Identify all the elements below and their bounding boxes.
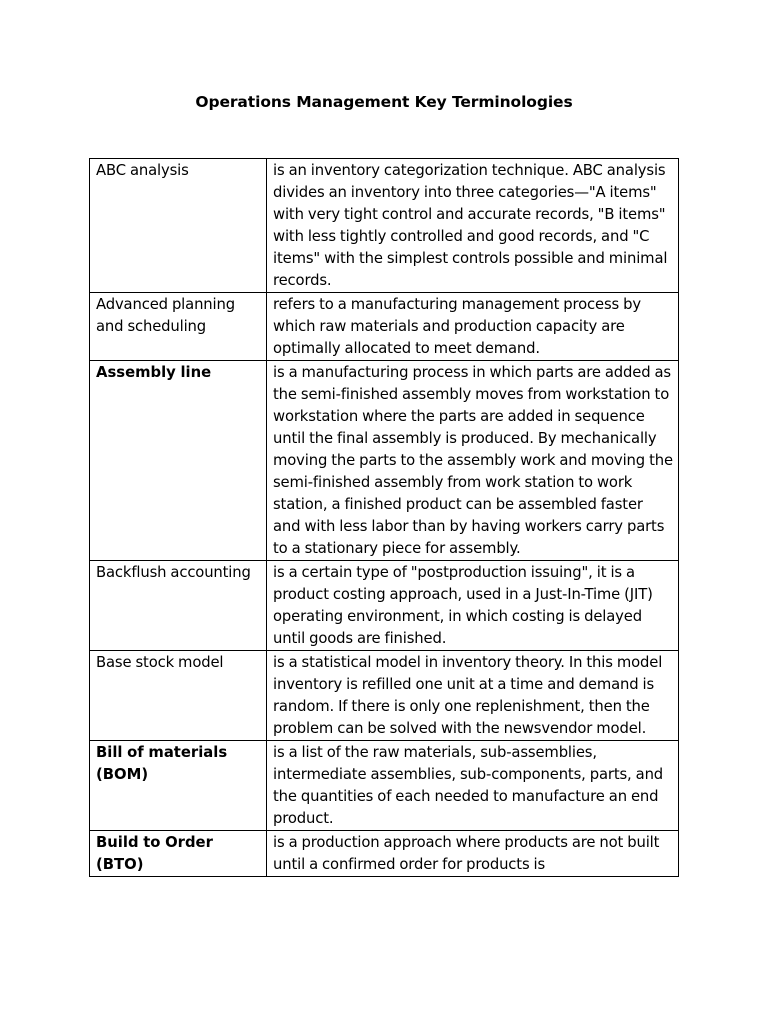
definition-advanced-planning: refers to a manufacturing management process by which raw materials and production capacity are optimally allocated to meet demand. [273, 296, 641, 357]
definition-cell [267, 741, 679, 831]
term-cell [90, 293, 267, 361]
terminology-table [89, 158, 679, 877]
term-abc-analysis: ABC analysis [96, 162, 189, 179]
definition-abc-analysis: is an inventory categorization technique. ABC analysis divides an inventory into three categories—"A items" with very tight control and accurate records, "B items" with less tightly controlled and good records, and "C items" with the simplest controls possible and minimal records. [273, 162, 668, 289]
table-row [90, 741, 679, 831]
term-base-stock-model: Base stock model [96, 654, 224, 671]
definition-base-stock-model: is a statistical model in inventory theory. In this model inventory is refilled one unit at a time and demand is random. If there is only one replenishment, then the problem can be solved with the newsvendor model. [273, 654, 663, 737]
table-row [90, 561, 679, 651]
definition-cell [267, 159, 679, 293]
term-backflush-accounting: Backflush accounting [96, 564, 251, 581]
page-title: Operations Management Key Terminologies [195, 93, 573, 111]
table-row [90, 831, 679, 877]
term-cell [90, 741, 267, 831]
table-row [90, 651, 679, 741]
term-advanced-planning: Advanced planning and scheduling [96, 296, 235, 335]
term-build-to-order: Build to Order (BTO) [96, 834, 213, 873]
table-row [90, 293, 679, 361]
definition-cell [267, 361, 679, 561]
table-row [90, 361, 679, 561]
definition-assembly-line: is a manufacturing process in which parts are added as the semi-finished assembly moves from workstation to workstation where the parts are added in sequence until the final assembly is produced. By mechanically moving the parts to the assembly work and moving the semi-finished assembly from work station to work station, a finished product can be assembled faster and with less labor than by having workers carry parts to a stationary piece for assembly. [273, 364, 673, 557]
table-row [90, 159, 679, 293]
term-bill-of-materials: Bill of materials (BOM) [96, 744, 228, 783]
definition-cell [267, 651, 679, 741]
term-cell [90, 159, 267, 293]
definition-backflush-accounting: is a certain type of "postproduction issuing", it is a product costing approach, used in a Just-In-Time (JIT) operating environment, in which costing is delayed until goods are finished. [273, 564, 653, 647]
definition-cell [267, 293, 679, 361]
term-cell [90, 831, 267, 877]
definition-cell [267, 831, 679, 877]
definition-build-to-order: is a production approach where products are not built until a confirmed order for products is [273, 834, 660, 873]
definition-bill-of-materials: is a list of the raw materials, sub-assemblies, intermediate assemblies, sub-components, parts, and the quantities of each needed to manufacture an end product. [273, 744, 664, 827]
term-cell [90, 361, 267, 561]
term-assembly-line: Assembly line [96, 364, 212, 381]
term-cell [90, 651, 267, 741]
term-cell [90, 561, 267, 651]
definition-cell [267, 561, 679, 651]
